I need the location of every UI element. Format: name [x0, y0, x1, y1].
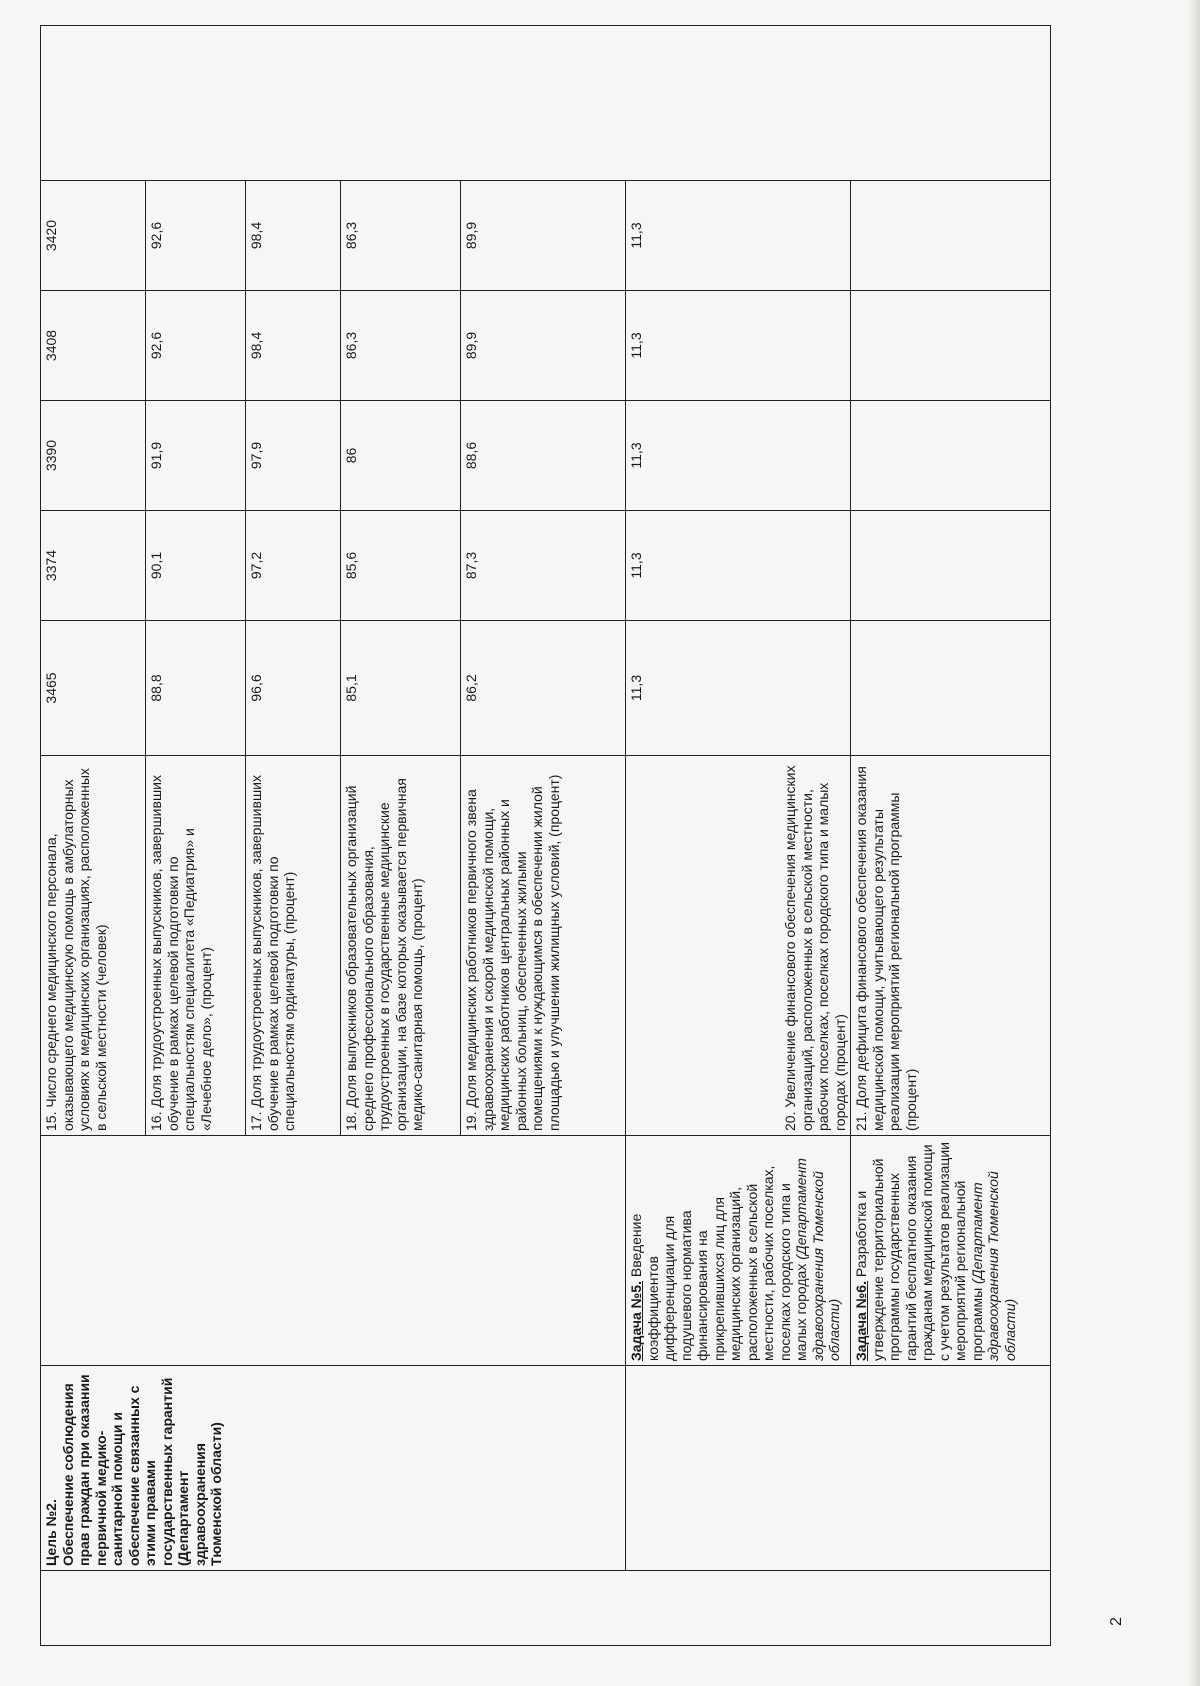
task-text: Разработка и утверждение территориальной программы государственных гарантий бесплатного оказания гражданам медицинской помощи с учетом результатов реализации мероприятий региональной программы — [853, 1142, 985, 1361]
indicator-value: 11,3 — [626, 401, 851, 511]
indicator-value: 92,6 — [146, 291, 246, 401]
page-number: 2 — [1108, 1617, 1125, 1626]
indicator-value: 11,3 — [626, 291, 851, 401]
indicator-value: 96,6 — [246, 621, 341, 756]
scan-edge — [1188, 0, 1200, 1686]
indicator-value: 86 — [341, 401, 461, 511]
task-text: Введение коэффициентов дифференциации для подушевого норматива финансирования на прикрепившихся лиц для медицинских организаций, расположенных в сельской местности, рабочих поселках, поселках городского типа и малых городах — [628, 1165, 809, 1361]
goal-cell — [41, 1366, 626, 1571]
indicator-value: 3408 — [41, 291, 146, 401]
table-row — [41, 26, 146, 1646]
indicator-text: 17. Доля трудоустроенных выпускников, завершивших обучение в рамках целевой подготовки по специальностям ординатуры, (процент) — [246, 756, 341, 1136]
indicator-value: 86,3 — [341, 291, 461, 401]
indicator-value — [851, 401, 1051, 511]
indicator-text: 15. Число среднего медицинского персонала, оказывающего медицинскую помощь в амбулаторных условиях в медицинских организациях, расположенных в сельской местности (человек) — [41, 756, 146, 1136]
indicator-value: 89,9 — [461, 181, 626, 291]
indicators-table — [40, 25, 1051, 1646]
indicator-value: 88,8 — [146, 621, 246, 756]
indicator-text: 21. Доля дефицита финансового обеспечения оказания медицинской помощи, учитывающего результаты реализации мероприятий региональной программы (процент) — [851, 756, 1051, 1136]
empty-column — [41, 1571, 1051, 1646]
indicator-value: 86,2 — [461, 621, 626, 756]
indicator-value — [851, 181, 1051, 291]
task-title: Задача №6. — [853, 1281, 869, 1361]
indicator-value: 89,9 — [461, 291, 626, 401]
task-cell — [626, 1136, 851, 1366]
indicator-value: 98,4 — [246, 181, 341, 291]
indicator-value — [851, 291, 1051, 401]
indicator-text: 18. Доля выпускников образовательных организаций среднего профессионального образования, трудоустроенных в государственные медицинские организации, на базе которых оказывается первичная медико-санитарная помощь, (процент) — [341, 756, 461, 1136]
indicator-value: 3465 — [41, 621, 146, 756]
goal-cell-empty — [626, 1366, 1051, 1571]
indicator-value: 3390 — [41, 401, 146, 511]
indicator-text: 16. Доля трудоустроенных выпускников, завершивших обучение в рамках целевой подготовки по специальностям специалитета «Педиатрия» и «Лечебное дело», (процент) — [146, 756, 246, 1136]
indicator-value: 97,2 — [246, 511, 341, 621]
task-cell — [851, 1136, 1051, 1366]
indicator-value: 86,3 — [341, 181, 461, 291]
task-dept: (Департамент здравоохранения Тюменской области) — [793, 1158, 842, 1361]
indicator-value: 11,3 — [626, 181, 851, 291]
indicator-value: 85,6 — [341, 511, 461, 621]
indicator-text: 20. Увеличение финансового обеспечения медицинских организаций, расположенных в сельской местности, рабочих поселках, поселках городского типа и малых городах (процент) — [626, 756, 851, 1136]
indicator-value: 97,9 — [246, 401, 341, 511]
indicator-value: 11,3 — [626, 621, 851, 756]
indicator-text: 19. Доля медицинских работников первичного звена здравоохранения и скорой медицинской помощи, медицинских работников центральных районных и районных больниц, обеспеченных жилыми помещениями к нуждающимся в обеспечении жилой площадью и улучшении жилищных условий, (процент) — [461, 756, 626, 1136]
indicator-value: 91,9 — [146, 401, 246, 511]
goal-title: Цель №2. — [43, 1499, 59, 1566]
indicator-value: 92,6 — [146, 181, 246, 291]
indicator-value: 88,6 — [461, 401, 626, 511]
indicator-value: 11,3 — [626, 511, 851, 621]
indicator-value: 90,1 — [146, 511, 246, 621]
indicator-value: 3420 — [41, 181, 146, 291]
indicator-value — [851, 621, 1051, 756]
task-dept: (Департамент здравоохранения Тюменской области) — [968, 1171, 1018, 1361]
indicator-value — [851, 511, 1051, 621]
goal-text: Обеспечение соблюдения прав граждан при оказании первичной медико-санитарной помощи и обеспечение связанных с этими правами государственных гарантий (Департамент здравоохранения Тюменской области) — [59, 1374, 224, 1566]
indicator-value: 85,1 — [341, 621, 461, 756]
task-empty-cell — [41, 1136, 626, 1366]
task-title: Задача №5. — [628, 1281, 644, 1361]
table-row — [626, 26, 851, 1646]
empty-column — [41, 26, 1051, 181]
indicator-value: 98,4 — [246, 291, 341, 401]
indicator-value: 87,3 — [461, 511, 626, 621]
indicator-value: 3374 — [41, 511, 146, 621]
